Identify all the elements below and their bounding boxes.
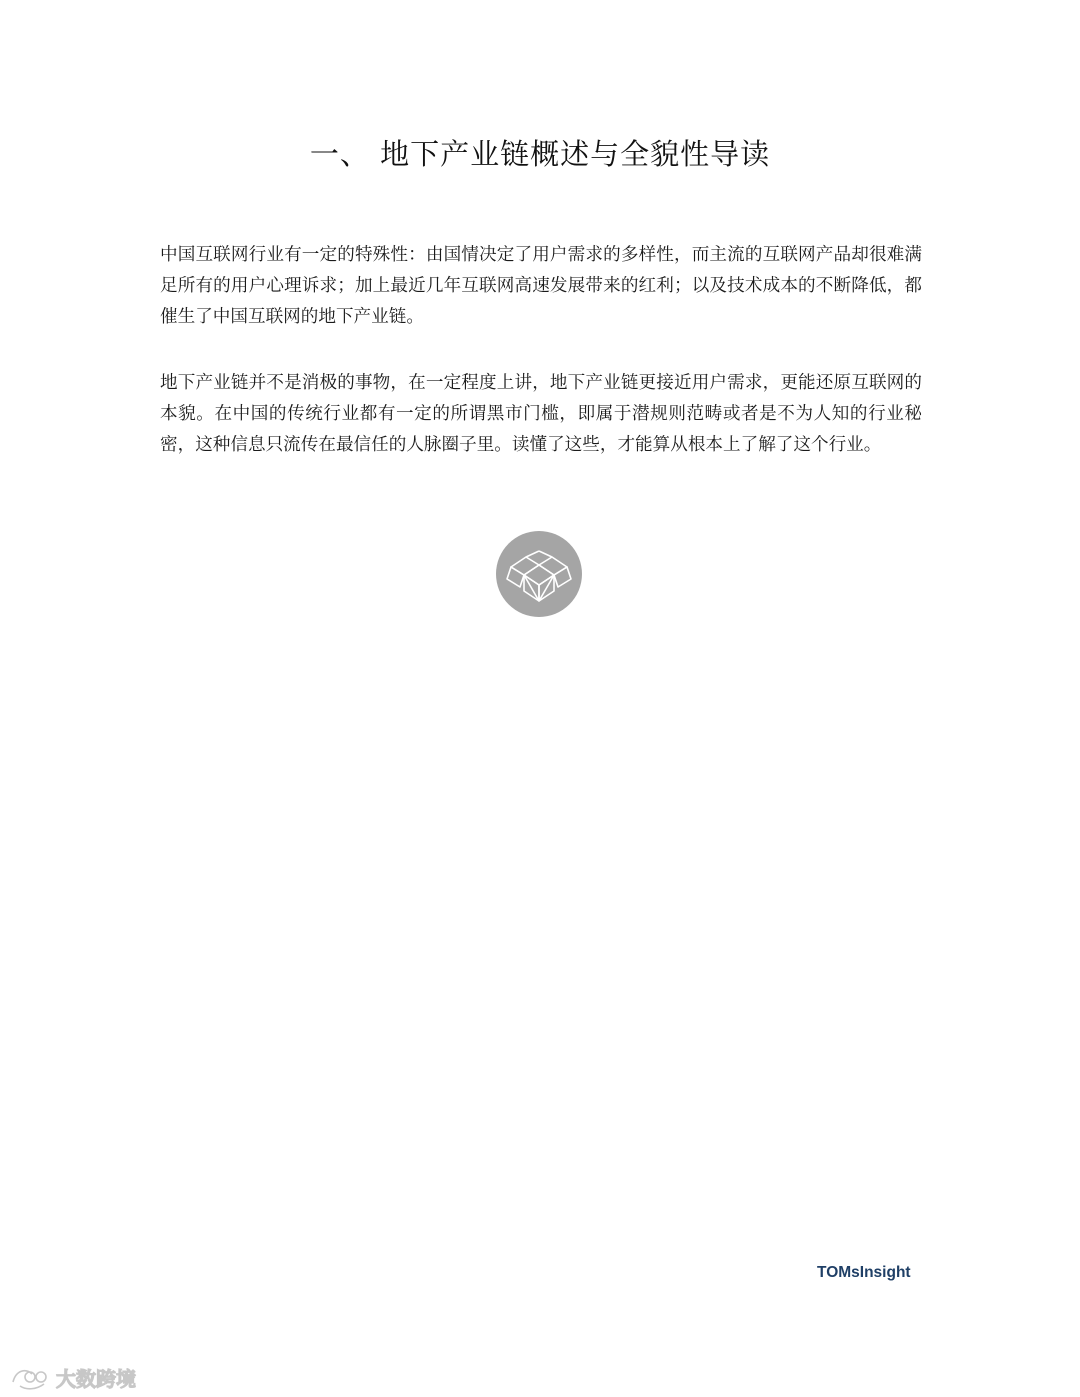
body-paragraph-1: 中国互联网行业有一定的特殊性：由国情决定了用户需求的多样性，而主流的互联网产品却很难满足所有的用户心理诉求；加上最近几年互联网高速发展带来的红利；以及技术成本的不断降低，都催生了中国互联网的地下产业链。: [160, 245, 922, 327]
page-title: 一、 地下产业链概述与全貌性导读: [309, 137, 771, 171]
body-paragraph-2: 地下产业链并不是消极的事物，在一定程度上讲，地下产业链更接近用户需求，更能还原互联网的本貌。在中国的传统行业都有一定的所谓黑市门槛，即属于潜规则范畴或者是不为人知的行业秘密，这种信息只流传在最信任的人脉圈子里。读懂了这些，才能算从根本上了解了这个行业。: [160, 373, 922, 455]
watermark-text: 大数跨境: [56, 1366, 136, 1391]
brand-logo-text: TOMsInsight: [817, 1264, 911, 1281]
image-placeholder: [496, 531, 582, 617]
watermark: [10, 1362, 136, 1392]
eye-logo-icon: [10, 1364, 50, 1390]
box-icon: [496, 531, 582, 617]
